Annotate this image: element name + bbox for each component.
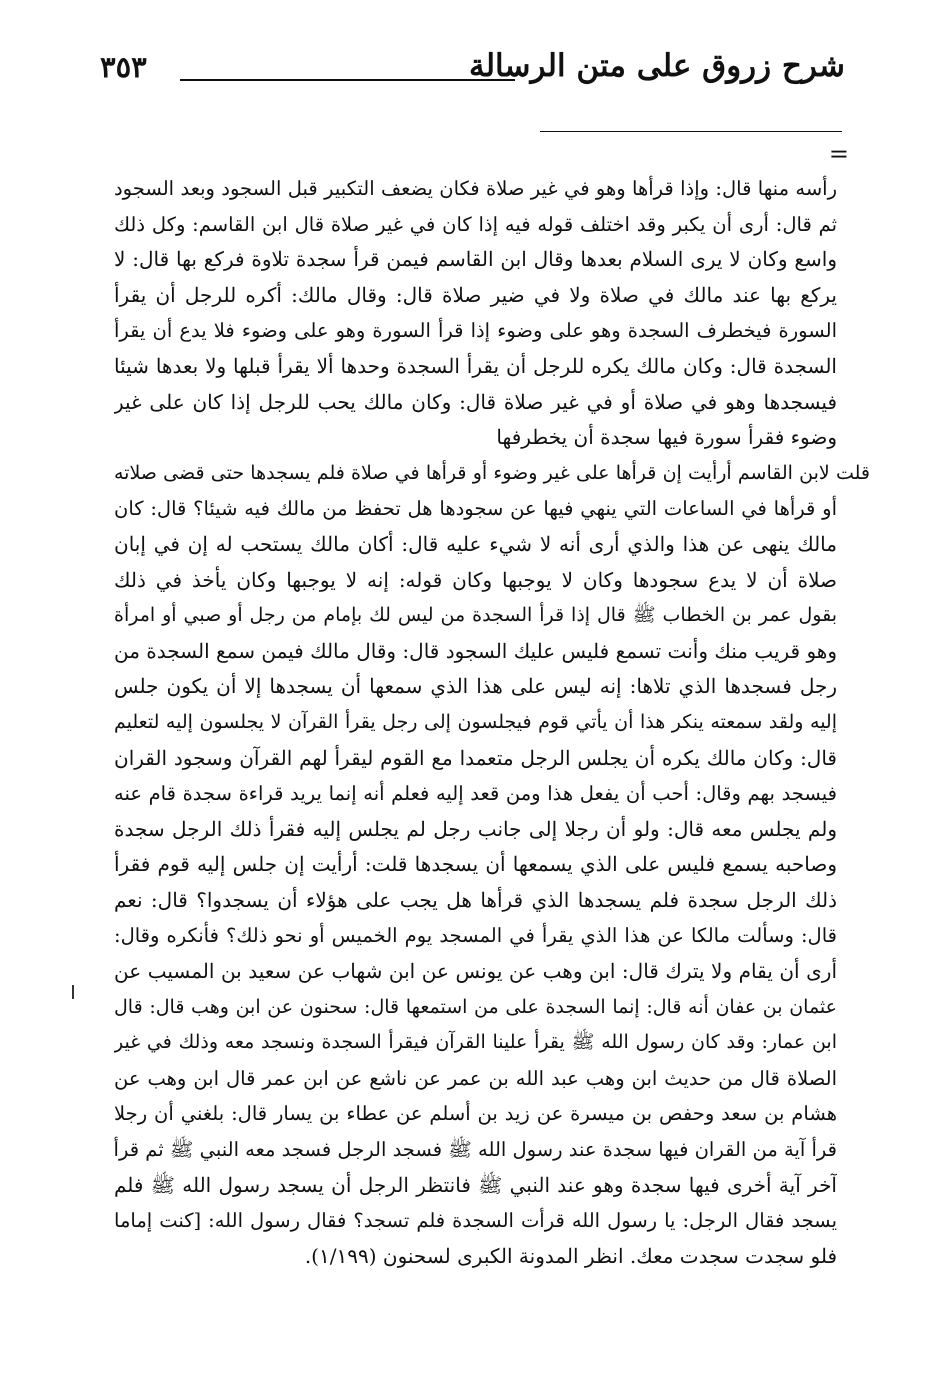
text-line: هشام بن سعد وحفص بن ميسرة عن زيد بن أسلم عن عطاء بن يسار قال: بلغني أن رجلا [114,1102,837,1126]
text-line: مالك ينهى عن هذا والذي أرى أنه لا شيء عليه قال: أكان مالك يستحب له إن في إبان [114,531,837,556]
footnote-paragraph-2 [114,456,870,1275]
text-line: ثم قال: أرى أن يكبر وقد اختلف قوله فيه إذا كان في غير صلاة قال ابن القاسم: وكل ذلك [114,212,837,236]
footnote-continuation-mark: = [828,140,849,168]
footnote-separator [540,131,842,132]
text-line: الصلاة قال من حديث ابن وهب عبد الله بن عمر عن ناشع عن ابن عمر قال ابن وهب عن [114,1066,837,1090]
text-line: أرى أن يقام ولا يترك قال: ابن وهب عن يونس عن ابن شهاب عن سعيد بن المسيب عن [114,959,837,984]
text-line: قال: وكان مالك يكره أن يجلس الرجل متعمدا مع القوم ليقرأ لهم القرآن وسجود القران [114,745,837,770]
footnote-paragraph-1 [114,171,837,456]
header-rule [180,79,515,81]
text-line: رأسه منها قال: وإذا قرأها وهو في غير صلاة فكان يضعف التكبير قبل السجود وبعد السجود [114,177,837,200]
text-line: قرأ آية من القران فيها سجدة عند رسول الله ﷺ فسجد الرجل فسجد معه النبي ﷺ ثم قرأ [114,1138,837,1162]
text-line: إليه ولقد سمعته ينكر هذا أن يأتي قوم فيجلسون إلى رجل يقرأ القرآن لا يجلسون إليه لتعليم [114,710,837,733]
text-line: بقول عمر بن الخطاب ﷺ قال إذا قرأ السجدة من ليس لك بإمام من رجل أو صبي أو امرأة [114,604,837,627]
text-line: ذلك الرجل سجدة فلم يسجدها الذي قرأها هل يجب على هؤلاء أن يسجدوا؟ قال: نعم [114,887,837,912]
text-line: عثمان بن عفان أنه قال: إنما السجدة على من استمعها قال: سحنون عن ابن وهب قال: قال [114,995,837,1018]
text-line: آخر آية أخرى فيها سجدة وهو عند النبي ﷺ فانتظر الرجل أن يسجد رسول الله ﷺ فلم [114,1172,837,1197]
text-line: وضوء فقرأ سورة فيها سجدة أن يخطرفها [496,425,837,450]
text-line: أو قرأها في الساعات التي ينهي فيها عن سجودها هل تحفظ من مالك فيه شيئا؟ قال: كان [114,497,837,521]
text-line: فلو سجدت سجدت معك. انظر المدونة الكبرى لسحنون (١/١٩٩). [304,1243,837,1268]
text-line: فيسجدها وهو في صلاة أو في غير صلاة قال: وكان مالك يحب للرجل إذا كان على غير [114,389,837,414]
text-line: ابن عمار: وقد كان رسول الله ﷺ يقرأ علينا القرآن فيقرأ السجدة ونسجد معه وذلك في غير [114,1031,837,1054]
text-line: قلت لابن القاسم أرأيت إن قرأها على غير وضوء أو قرأها في صلاة فلم يسجدها حتى قضى صلاته [114,461,870,484]
text-line: يسجد فقال الرجل: يا رسول الله قرأت السجدة فلم تسجد؟ فقال رسول الله: [كنت إماما [114,1209,837,1233]
page-number: ٣٥٣ [100,50,147,84]
text-line: وصاحبه يسمع فليس على الذي يسمعها أن يسجدها قلت: أرأيت إن جلس إليه قوم فقرأ [114,852,837,877]
footnote-text [114,171,870,1274]
text-line: السورة فيخطرف السجدة وهو على وضوء إذا قرأ السورة وهو على وضوء فلا يدع أن يقرأ [114,319,837,343]
page-header [100,48,845,98]
text-line: رجل فسجدها الذي تلاها: إنه ليس على هذا الذي سمعها أن يسجدها إلا أن يكون جلس [114,674,837,699]
text-line: وهو قريب منك وأنت تسمع فليس عليك السجود قال: وقال مالك فيمن سمع السجدة من [114,638,837,663]
text-line: السجدة قال: وكان مالك يكره للرجل أن يقرأ السجدة وحدها ألا يقرأ قبلها ولا بعدها شيئا [114,353,837,378]
running-title: شرح زروق على متن الرسالة [468,48,845,84]
text-line: ولم يجلس معه قال: ولو أن رجلا إلى جانب رجل لم يجلس إليه فقرأ ذلك الرجل سجدة [114,816,837,841]
text-line: قال: وسألت مالكا عن هذا الذي يقرأ في المسجد يوم الخميس أو نحو ذلك؟ فأنكره وقال: [114,924,837,948]
text-line: صلاة أن لا يدع سجودها وكان لا يوجبها وكان قوله: إنه لا يوجبها وكان يأخذ في ذلك [114,567,837,592]
text-line: فيسجد بهم وقال: أحب أن يفعل هذا ومن قعد إليه فعلم أنه إنما يريد قراءة سجدة قام عنه [114,782,837,806]
text-line: يركع بها عند مالك في صلاة ولا في ضير صلاة قال: وقال مالك: أكره للرجل أن يقرأ [114,282,837,307]
text-line: واسع وكان لا يرى السلام بعدها وقال ابن القاسم فيمن قرأ سجدة تلاوة فركع بها قال: لا [114,247,837,272]
scan-mark [72,985,74,999]
